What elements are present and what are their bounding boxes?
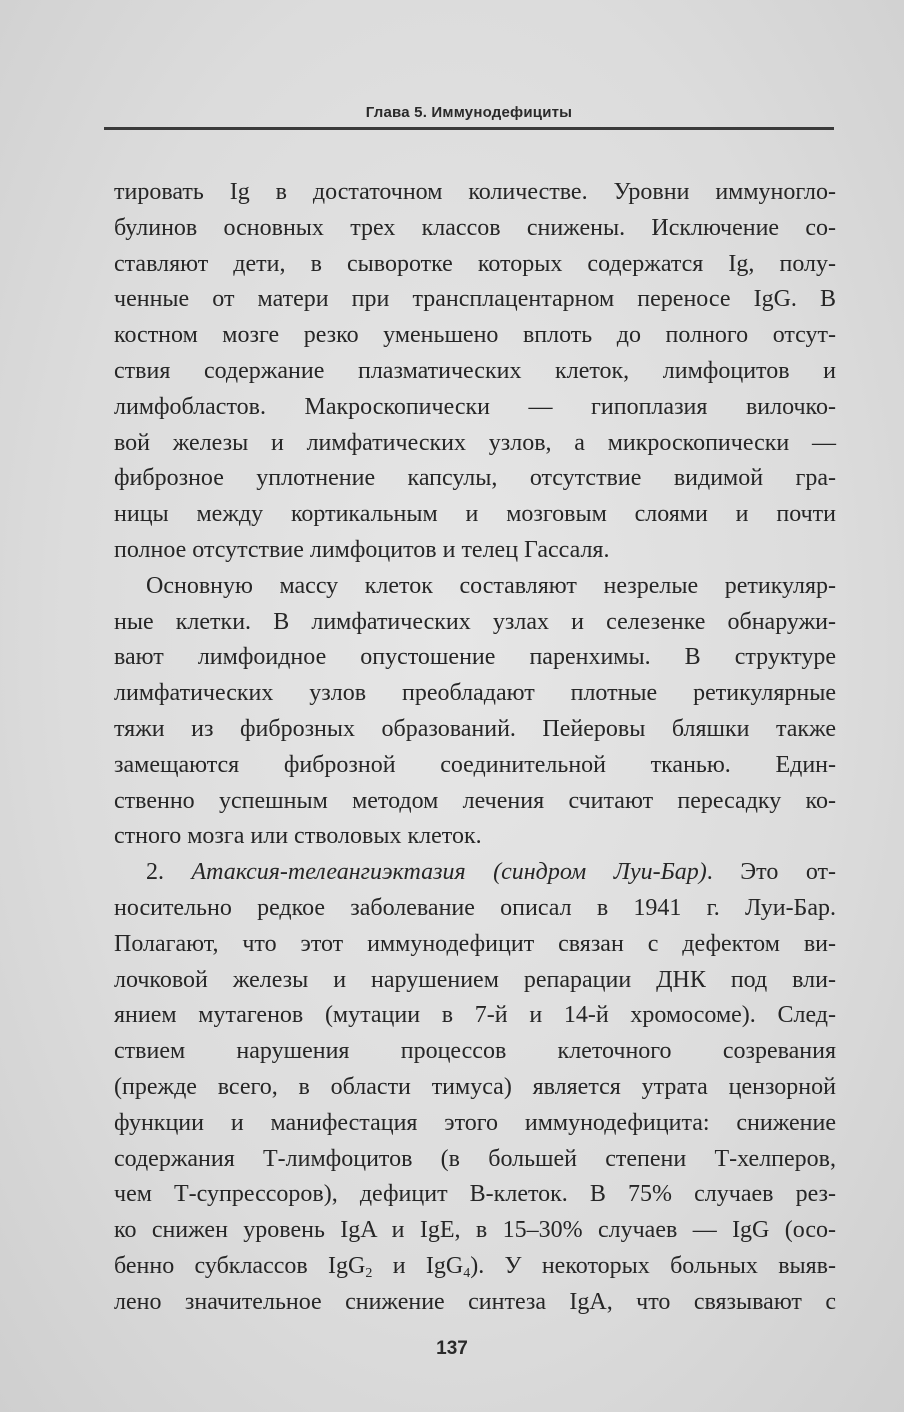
text-line: Основную массу клеток составляют незрелые ретикуляр- bbox=[146, 572, 836, 599]
text-segment: бенно субклассов IgG bbox=[114, 1252, 366, 1279]
text-line: вой железы и лимфатических узлов, а микроскопически — bbox=[114, 429, 836, 456]
text-line: лено значительное снижение синтеза IgA, что связывают с bbox=[114, 1288, 836, 1315]
list-number: 2. bbox=[146, 859, 192, 886]
text-line: полное отсутствие лимфоцитов и телец Гассаля. bbox=[114, 536, 610, 563]
text-line: вают лимфоидное опустошение паренхимы. В структуре bbox=[114, 644, 836, 671]
subscript: 4 bbox=[463, 1265, 471, 1281]
subscript: 2 bbox=[365, 1265, 373, 1281]
text-line: содержания Т-лимфоцитов (в большей степени Т-хелперов, bbox=[114, 1145, 836, 1172]
running-head: Глава 5. Иммунодефициты bbox=[365, 104, 573, 121]
body-text bbox=[114, 175, 836, 1321]
text-line: ствием нарушения процессов клеточного созревания bbox=[114, 1038, 836, 1065]
text-line: янием мутагенов (мутации в 7-й и 14-й хромосоме). След- bbox=[114, 1002, 836, 1029]
line-rest: . Это от- bbox=[706, 859, 836, 886]
text-line: тяжи из фиброзных образований. Пейеровы бляшки также bbox=[114, 715, 836, 742]
text-line: чем Т-супрессоров), дефицит В-клеток. В 75% случаев рез- bbox=[114, 1181, 836, 1208]
text-line: ственно успешным методом лечения считают пересадку ко- bbox=[114, 787, 836, 814]
text-line-subscripts bbox=[114, 1249, 836, 1285]
text-segment: и IgG bbox=[372, 1252, 464, 1279]
text-line: ко снижен уровень IgA и IgE, в 15–30% случаев — IgG (осо- bbox=[114, 1217, 836, 1244]
text-line: тировать Ig в достаточном количестве. Уровни иммуногло- bbox=[114, 179, 836, 205]
text-line: булинов основных трех классов снижены. Исключение со- bbox=[114, 214, 836, 241]
text-line: ставляют дети, в сыворотке которых содержатся Ig, полу- bbox=[114, 250, 836, 277]
disease-term: Атаксия-телеангиэктазия (синдром Луи-Бар) bbox=[191, 859, 707, 886]
text-line: функции и манифестация этого иммунодефицита: снижение bbox=[114, 1109, 836, 1136]
text-segment: ). У некоторых больных выяв- bbox=[470, 1252, 837, 1279]
text-line: (прежде всего, в области тимуса) является утрата цензорной bbox=[114, 1073, 836, 1100]
text-line: лимфобластов. Макроскопически — гипоплазия вилочко- bbox=[114, 393, 836, 420]
header-rule bbox=[104, 127, 834, 130]
text-line: стного мозга или стволовых клеток. bbox=[114, 823, 482, 850]
text-line: замещаются фиброзной соединительной тканью. Един- bbox=[114, 751, 836, 778]
page-number: 137 bbox=[436, 1338, 468, 1359]
text-line: костном мозге резко уменьшено вплоть до полного отсут- bbox=[114, 322, 836, 349]
text-line-section-heading bbox=[114, 855, 836, 891]
text-line: ницы между кортикальным и мозговым слоями и почти bbox=[114, 501, 836, 528]
text-line: ствия содержание плазматических клеток, лимфоцитов и bbox=[114, 357, 836, 384]
text-line: Полагают, что этот иммунодефицит связан с дефектом ви- bbox=[114, 930, 836, 957]
text-line: ные клетки. В лимфатических узлах и селезенке обнаружи- bbox=[114, 608, 836, 635]
text-line: лимфатических узлов преобладают плотные ретикулярные bbox=[114, 680, 836, 707]
text-line: ченные от матери при трансплацентарном переносе IgG. В bbox=[114, 286, 836, 313]
text-line: носительно редкое заболевание описал в 1941 г. Луи-Бар. bbox=[114, 894, 836, 921]
text-line: лочковой железы и нарушением репарации ДНК под вли- bbox=[114, 966, 836, 993]
text-line: фиброзное уплотнение капсулы, отсутствие видимой гра- bbox=[114, 465, 836, 492]
